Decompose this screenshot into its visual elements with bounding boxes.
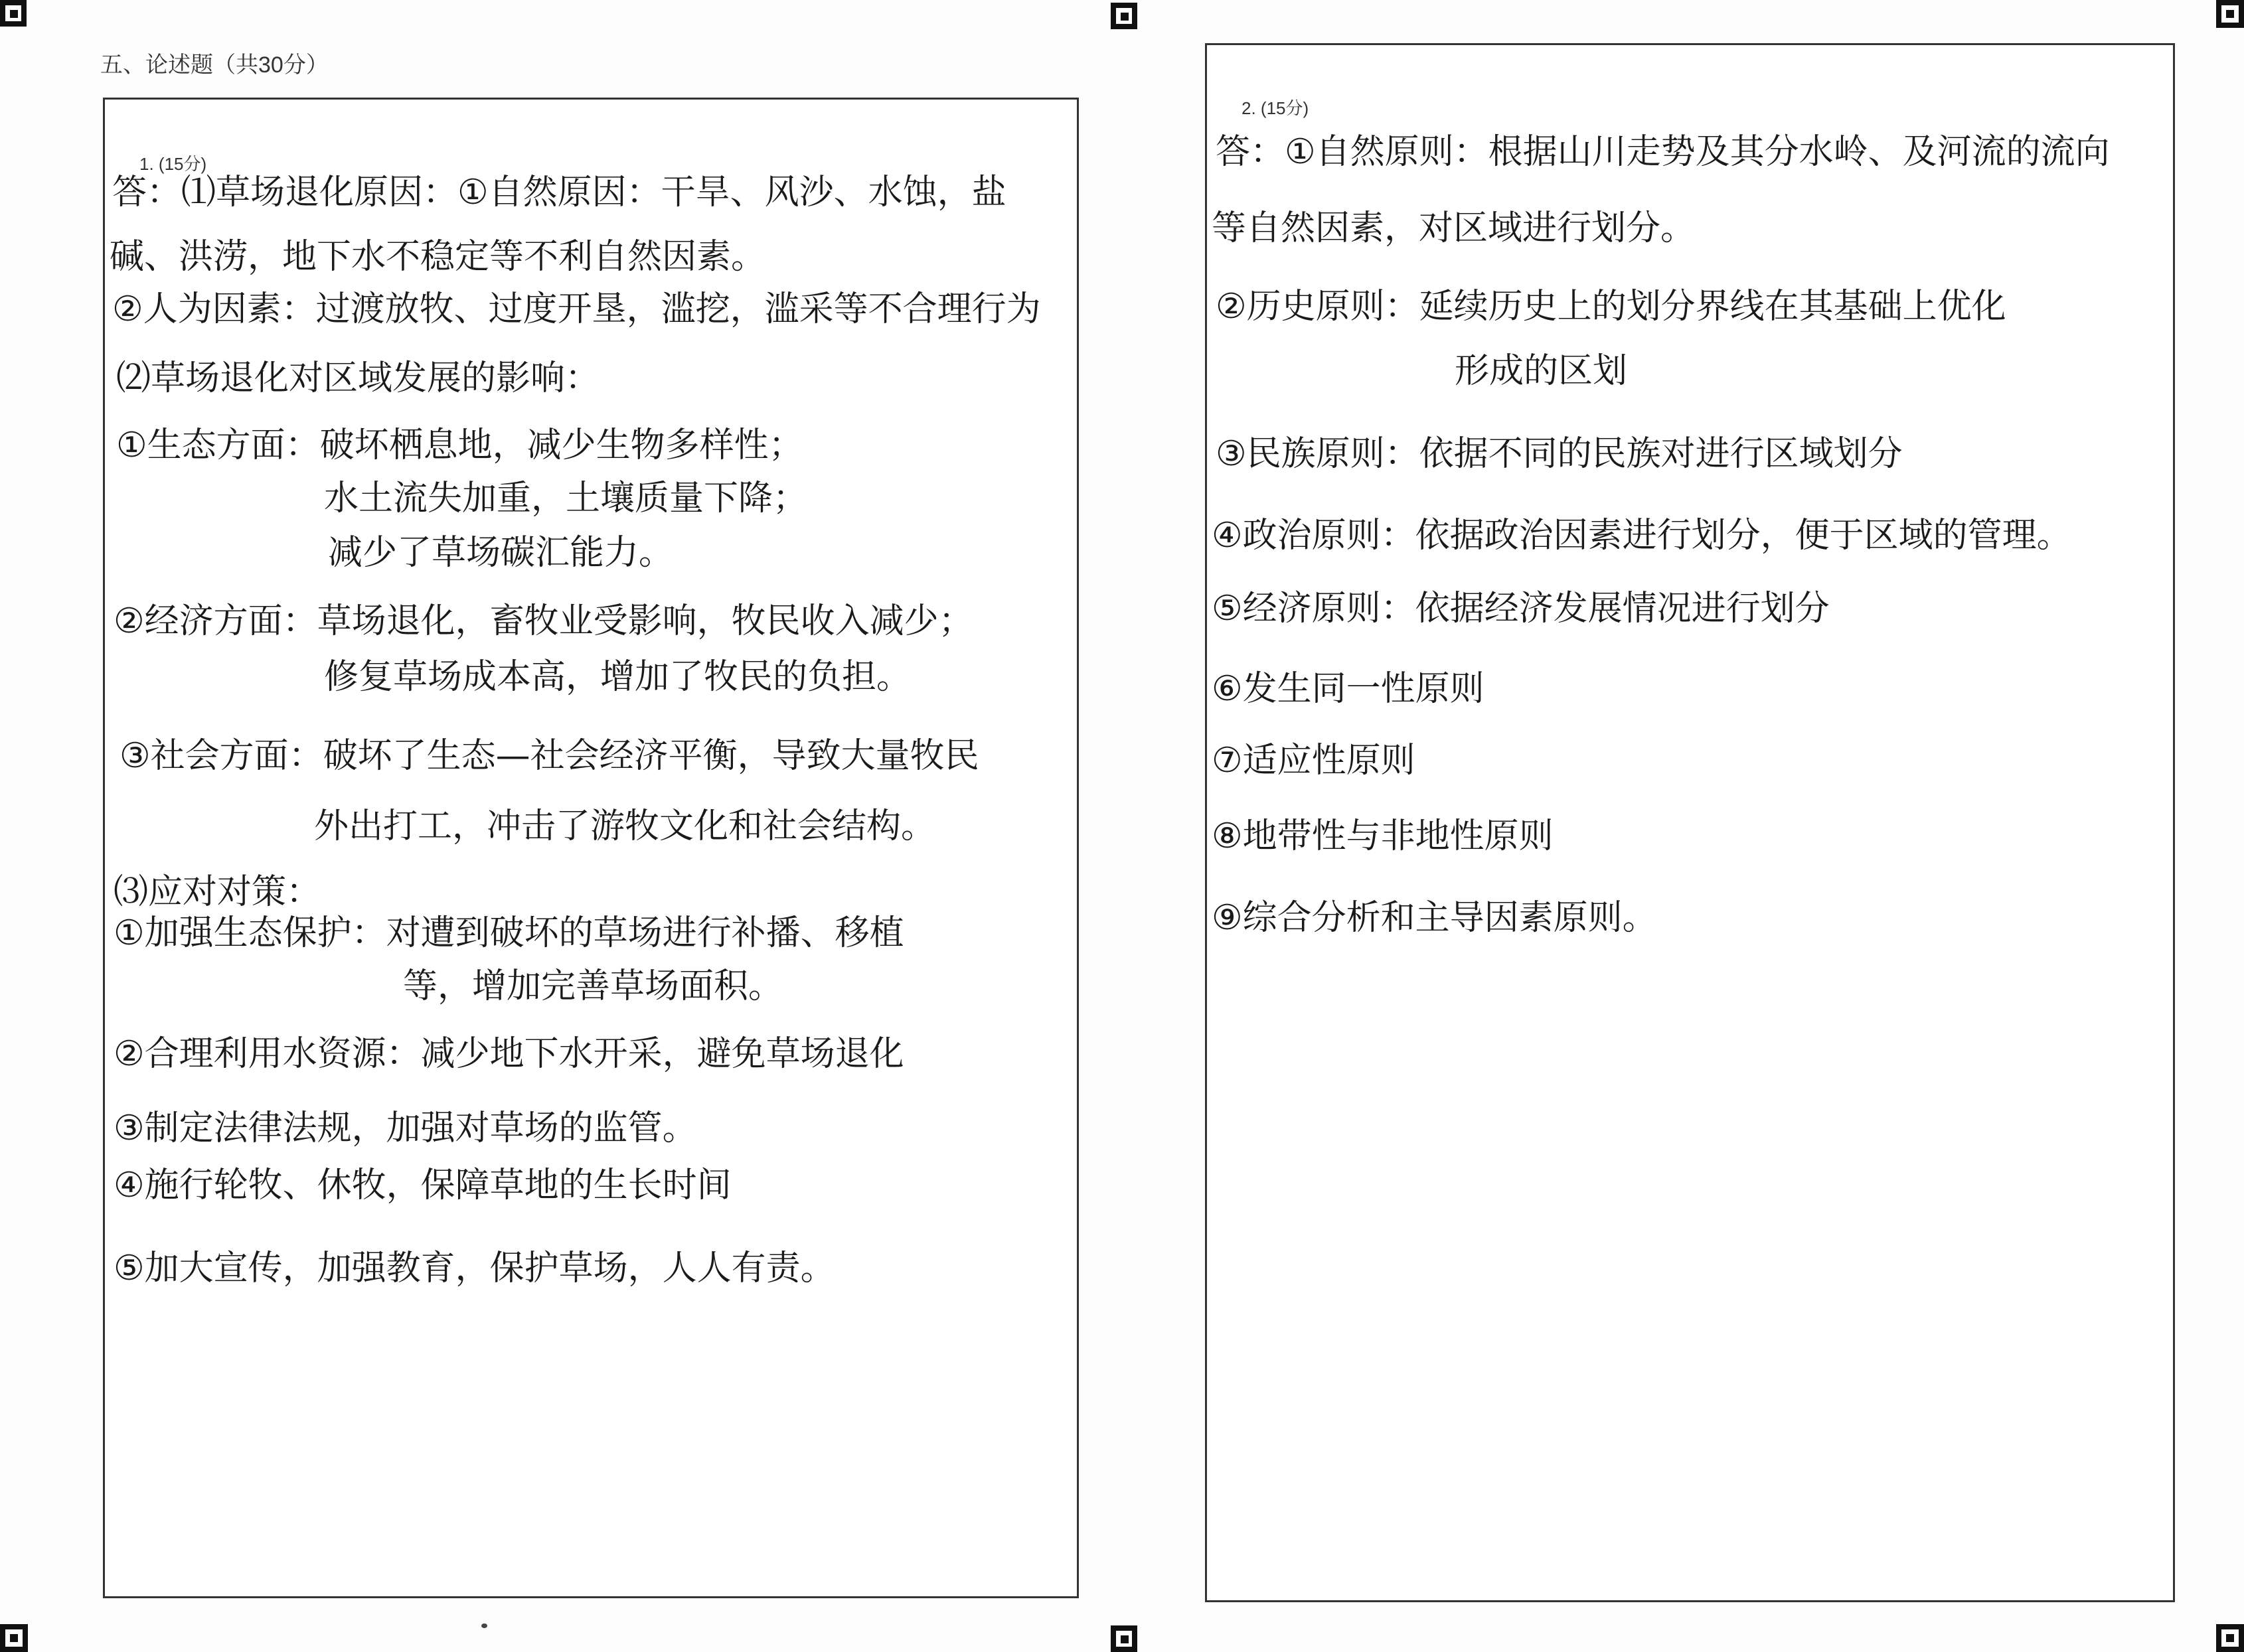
answer-line: ①生态方面：破坏栖息地，减少生物多样性； — [116, 425, 803, 465]
corner-marker-bottom-right — [2216, 1624, 2244, 1652]
answer-line: 等自然因素，对区域进行划分。 — [1212, 208, 1696, 248]
corner-marker-bottom-left — [0, 1624, 28, 1652]
answer-line: ②历史原则：延续历史上的划分界线在其基础上优化 — [1216, 287, 2006, 327]
answer-line: ④施行轮牧、休牧，保障草地的生长时间 — [114, 1165, 732, 1205]
answer-line: 碱、洪涝，地下水不稳定等不利自然因素。 — [110, 237, 766, 277]
answer-line: ③民族原则：依据不同的民族对进行区域划分 — [1216, 434, 1903, 474]
question-label: 1. (15分) — [139, 154, 207, 174]
answer-box-2 — [1205, 43, 2175, 1602]
answer-line: ③制定法律法规，加强对草场的监管。 — [114, 1108, 697, 1148]
answer-line: 答：①自然原则：根据山川走势及其分水岭、及河流的流向 — [1216, 132, 2110, 172]
answer-line: ⑥发生同一性原则 — [1212, 669, 1484, 709]
corner-marker-bottom-middle — [1111, 1625, 1137, 1652]
answer-line: 等，增加完善草场面积。 — [403, 966, 783, 1006]
answer-line: 答：⑴草场退化原因：①自然原因：干旱、风沙、水蚀，盐 — [112, 173, 1006, 212]
answer-line: ③社会方面：破坏了生态—社会经济平衡，导致大量牧民 — [120, 736, 979, 776]
answer-line: ⑵草场退化对区域发展的影响： — [116, 358, 600, 398]
question-label: 2. (15分) — [1242, 98, 1309, 118]
answer-line: ⑤经济原则：依据经济发展情况进行划分 — [1212, 589, 1830, 629]
answer-line: ⑦适应性原则 — [1212, 741, 1415, 781]
answer-line: 外出打工，冲击了游牧文化和社会结构。 — [314, 806, 936, 846]
answer-line: ②人为因素：过渡放牧、过度开垦，滥挖，滥采等不合理行为 — [112, 289, 1041, 329]
answer-line: 形成的区划 — [1455, 351, 1628, 391]
answer-line: 水土流失加重，土壤质量下降； — [324, 479, 808, 518]
corner-marker-top-right — [2216, 0, 2244, 28]
corner-marker-top-middle — [1111, 3, 1137, 29]
answer-line: ①加强生态保护：对遭到破坏的草场进行补播、移植 — [114, 913, 904, 953]
answer-line: ⑶应对对策： — [114, 872, 321, 912]
answer-line: ②经济方面：草场退化，畜牧业受影响，牧民收入减少； — [114, 601, 973, 641]
answer-line: ②合理利用水资源：减少地下水开采，避免草场退化 — [114, 1034, 904, 1074]
scan-speck — [481, 1623, 487, 1628]
section-title: 五、论述题（共30分） — [100, 52, 329, 78]
answer-line: ④政治原则：依据政治因素进行划分，便于区域的管理。 — [1212, 516, 2071, 556]
answer-line: 减少了草场碳汇能力。 — [328, 533, 674, 573]
answer-line: ⑨综合分析和主导因素原则。 — [1212, 898, 1657, 938]
answer-box-1 — [103, 98, 1079, 1598]
answer-line: ⑤加大宣传，加强教育，保护草场，人人有责。 — [114, 1248, 835, 1288]
corner-marker-top-left — [0, 0, 27, 27]
answer-line: 修复草场成本高，增加了牧民的负担。 — [324, 657, 912, 697]
answer-line: ⑧地带性与非地性原则 — [1212, 816, 1554, 856]
